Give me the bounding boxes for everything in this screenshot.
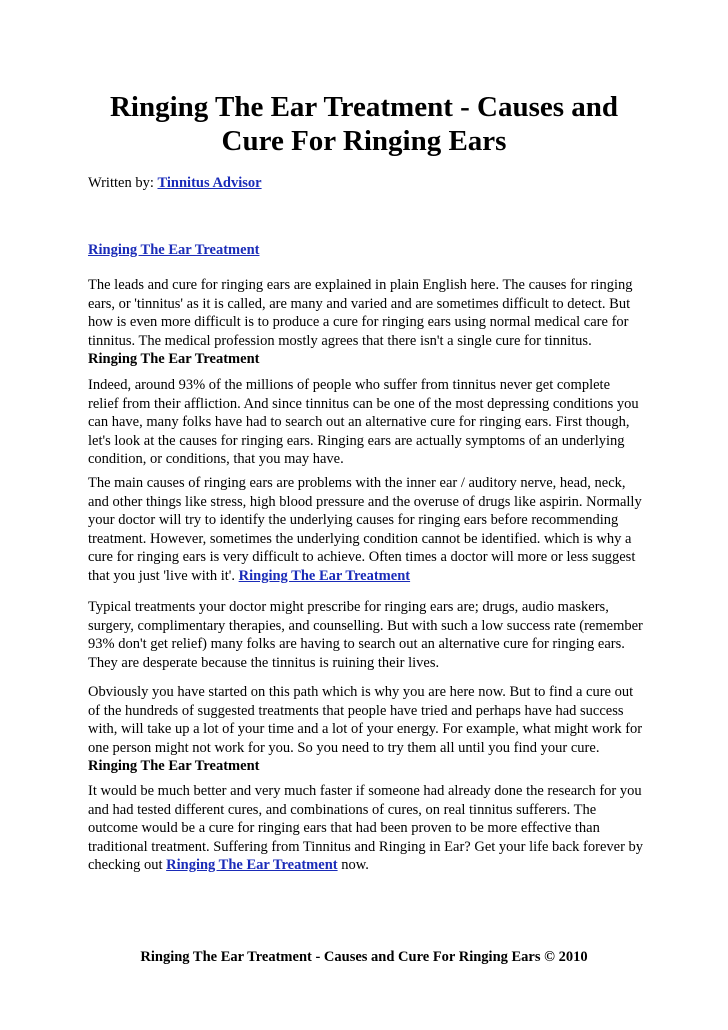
paragraph-3-link[interactable]: Ringing The Ear Treatment — [238, 567, 411, 584]
section-heading — [88, 241, 259, 259]
paragraph-2: Indeed, around 93% of the millions of people who suffer from tinnitus never get complete relief from their affliction. And since tinnitus can be one of the most depressing conditions you can have, many folks have had to search out an alternative cure for ringing ears. First though, let's look at the causes for ringing ears. Ringing ears are actually symptoms of an underlying condition, or conditions, that you may have. — [88, 377, 639, 467]
author-link[interactable]: Tinnitus Advisor — [157, 175, 262, 191]
paragraph-1-text: The leads and cure for ringing ears are explained in plain English here. The causes for ringing ears, or 'tinnitus' as it is called, are many and varied and are sometimes difficult to detect. But how is even more difficult is to produce a cure for ringing ears using normal medical care for tinnitus. The medical profession mostly agrees that there isn't a single cure for tinnitus. — [88, 277, 633, 349]
paragraph-4: Typical treatments your doctor might prescribe for ringing ears are; drugs, audio maskers, surgery, complimentary therapies, and counselling. But with such a low success rate (remember 93% don't get relief) many folks are having to search out an alternative cure for ringing ears. They are desperate because the tinnitus is ruining their lives. — [88, 599, 643, 671]
paragraph-3 — [88, 474, 644, 585]
paragraph-6-text: It would be much better and very much faster if someone had already done the research for you and had tested different cures, and combinations of cures, on real tinnitus sufferers. The outcome would be a cure for ringing ears that had been proven to be more effective than traditional treatment. Suffering from Tinnitus and Ringing in Ear? Get your life back forever by checking out — [88, 783, 644, 873]
paragraph-6 — [88, 782, 644, 875]
paragraph-1-bold-keyword: Ringing The Ear Treatment — [88, 351, 260, 367]
page-footer: Ringing The Ear Treatment - Causes and Cure For Ringing Ears © 2010 — [140, 949, 588, 965]
section-heading-link[interactable]: Ringing The Ear Treatment — [88, 242, 260, 258]
paragraph-6-link[interactable]: Ringing The Ear Treatment — [166, 857, 338, 873]
paragraph-1 — [88, 276, 644, 369]
byline — [88, 174, 262, 192]
paragraph-6-tail: now. — [341, 857, 369, 873]
byline-label: Written by: — [88, 175, 154, 191]
paragraph-5 — [88, 683, 644, 776]
paragraph-5-text: Obviously you have started on this path which is why you are here now. But to find a cure out of the hundreds of suggested treatments that people have tried and perhaps have had success with, will take up a lot of your time and a lot of your energy. For example, what might work for one person might not work for you. So you need to try them all until you find your cure. — [88, 684, 643, 756]
paragraph-5-bold-keyword: Ringing The Ear Treatment — [88, 758, 260, 774]
paragraph-3-text: The main causes of ringing ears are problems with the inner ear / auditory nerve, head, neck, and other things like stress, high blood pressure and the overuse of drugs like aspirin. Normally your doctor will try to identify the underlying causes for ringing ears before recommending treatment. However, sometimes the underlying condition cannot be identified. which is why a cure for ringing ears is very difficult to achieve. Often times a doctor will more or less suggest that you just 'live with it'. — [88, 475, 642, 584]
page-title: Ringing The Ear Treatment - Causes and Cure For Ringing Ears — [109, 91, 619, 157]
